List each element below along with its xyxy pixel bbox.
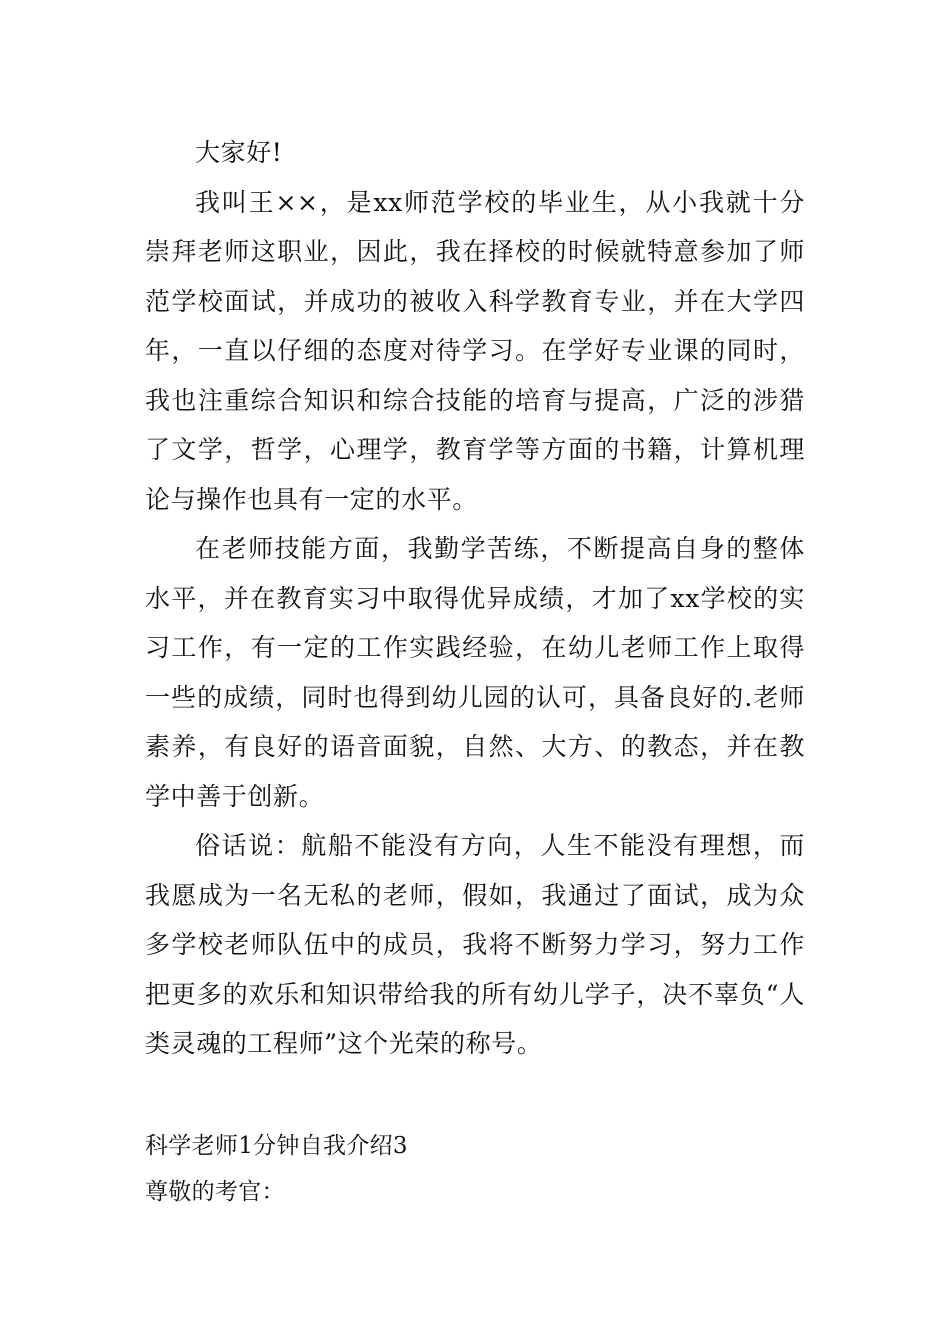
section-title: 科学老师1分钟自我介绍3 xyxy=(145,1132,408,1159)
body-paragraph-2: 在老师技能方面，我勤学苦练，不断提高自身的整体水平，并在教育实习中取得优异成绩，才加了xx学校的实习工作，有一定的工作实践经验，在幼儿老师工作上取得一些的成绩，同时也得到幼儿园的认可，具备良好的.老师素养，有良好的语音面貌，自然、大方、的教态，并在教学中善于创新。 xyxy=(145,534,805,811)
greeting-line: 大家好! xyxy=(195,138,283,167)
body-paragraph-1: 我叫王××，是xx师范学校的毕业生，从小我就十分崇拜老师这职业，因此，我在择校的时候就特意参加了师范学校面试，并成功的被收入科学教育专业，并在大学四年，一直以仔细的态度对待学习。在学好专业课的同时，我也注重综合知识和综合技能的培育与提高，广泛的涉猎了文学，哲学，心理学，教育学等方面的书籍，计算机理论与操作也具有一定的水平。 xyxy=(145,187,805,514)
body-paragraph-3: 俗话说：航船不能没有方向，人生不能没有理想，而我愿成为一名无私的老师，假如，我通过了面试，成为众多学校老师队伍中的成员，我将不断努力学习，努力工作把更多的欢乐和知识带给我的所有幼儿学子，决不辜负“人类灵魂的工程师”这个光荣的称号。 xyxy=(145,831,805,1058)
document-page xyxy=(145,128,805,1215)
salutation-line: 尊敬的考官： xyxy=(145,1178,285,1205)
